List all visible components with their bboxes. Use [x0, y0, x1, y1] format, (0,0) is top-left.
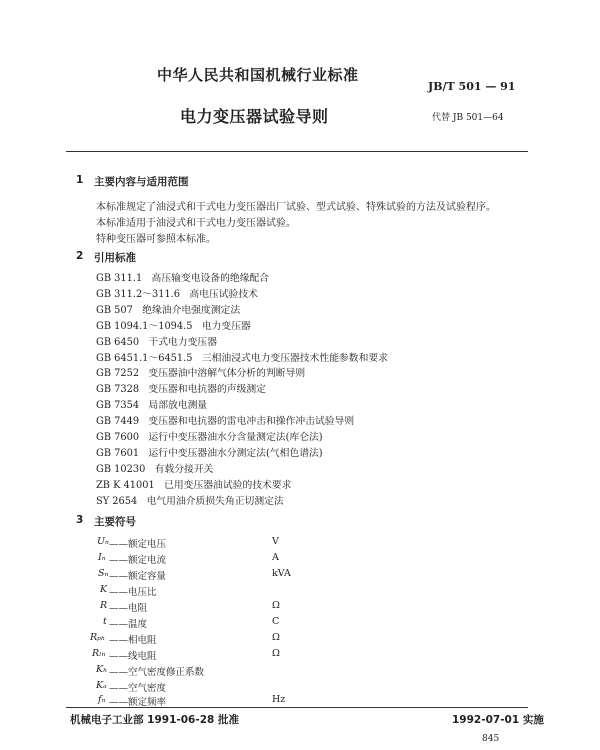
standard-ref-code: GB 6451.1～6451.5	[96, 352, 193, 364]
symbol: Iₙ	[98, 552, 106, 563]
standard-ref-name: 电力变压器	[201, 320, 251, 332]
standard-ref-code: GB 1094.1～1094.5	[96, 320, 193, 332]
referenced-standard	[96, 365, 305, 379]
standard-ref-name: 变压器和电抗器的雷电冲击和操作冲击试验导则	[148, 416, 355, 428]
standard-ref-code: GB 7601	[96, 447, 140, 459]
symbol-description: ——额定电流	[109, 555, 167, 566]
standard-ref-code: GB 7328	[96, 384, 140, 396]
referenced-standard	[96, 493, 284, 507]
section-number: 1	[76, 174, 84, 186]
symbol-unit: Ω	[272, 600, 280, 611]
section-number: 3	[76, 514, 84, 526]
document-title: 电力变压器试验导则	[180, 107, 329, 126]
symbol-unit: A	[272, 552, 279, 563]
standard-ref-name: 有载分接开关	[154, 463, 214, 475]
standard-ref-code: SY 2654	[96, 495, 138, 507]
page-number: 845	[482, 734, 500, 744]
referenced-standard	[96, 429, 323, 443]
referenced-standard	[96, 318, 251, 332]
referenced-standard	[96, 270, 269, 284]
industry-standard-heading: 中华人民共和国机械行业标准	[157, 66, 359, 84]
standard-ref-name: 运行中变压器油水分含量测定法(库仑法)	[148, 432, 323, 443]
paragraph: 本标准适用于油浸式和干式电力变压器试验。	[96, 218, 296, 229]
section-title: 主要内容与适用范围	[94, 176, 189, 188]
symbol-description: ——空气密度修正系数	[109, 667, 205, 678]
standard-ref-code: GB 6450	[96, 336, 140, 348]
standard-ref-name: 运行中变压器油水分测定法(气相色谱法)	[148, 447, 323, 459]
referenced-standard	[96, 477, 291, 491]
referenced-standard	[96, 381, 266, 395]
symbol-description: ——电压比	[109, 587, 157, 598]
standard-ref-name: 变压器和电抗器的声级测定	[148, 384, 266, 396]
referenced-standard	[96, 286, 258, 300]
symbol: Rₚₕ	[90, 632, 106, 643]
symbol-description: ——额定容量	[109, 571, 167, 582]
standard-ref-name: 电气用油介质损失角正切测定法	[146, 495, 284, 507]
referenced-standard	[96, 397, 207, 411]
standard-ref-name: 已用变压器油试验的技术要求	[164, 479, 292, 491]
header-divider	[66, 151, 528, 152]
symbol-description: ——电阻	[109, 603, 148, 614]
standard-ref-code: GB 507	[96, 304, 133, 316]
symbol-unit: kVA	[272, 568, 291, 579]
standard-ref-name: 局部放电测量	[148, 400, 208, 412]
paragraph: 特种变压器可参照本标准。	[96, 234, 216, 245]
referenced-standard	[96, 350, 388, 364]
standard-ref-name: 高压输变电设备的绝缘配合	[151, 273, 270, 284]
symbol: R	[100, 600, 108, 611]
effective-date: 1992-07-01 实施	[452, 714, 544, 726]
standard-ref-code: GB 10230	[96, 463, 146, 475]
symbol-description: ——额定电压	[109, 539, 167, 550]
standard-ref-code: ZB K 41001	[96, 479, 155, 491]
replaces-note: 代替 JB 501—64	[432, 113, 504, 123]
symbol-description: ——相电阻	[109, 635, 157, 646]
standard-ref-code: GB 7252	[96, 368, 140, 380]
section-title: 主要符号	[94, 516, 136, 528]
symbol-description: ——额定频率	[109, 697, 167, 708]
standard-ref-name: 三相油浸式电力变压器技术性能参数和要求	[201, 352, 388, 364]
referenced-standard	[96, 334, 217, 348]
symbol: Kₐ	[96, 680, 107, 691]
symbol-unit: Ω	[272, 632, 280, 643]
section-number: 2	[76, 250, 84, 262]
symbol-unit: C	[272, 616, 280, 627]
section-title: 引用标准	[94, 252, 136, 264]
standard-ref-code: GB 7449	[96, 416, 140, 428]
symbol-description: ——温度	[109, 619, 148, 630]
referenced-standard	[96, 461, 213, 475]
referenced-standard	[96, 413, 354, 427]
footer-divider	[66, 707, 528, 708]
referenced-standard	[96, 302, 240, 316]
paragraph: 本标准规定了油浸式和干式电力变压器出厂试验、型式试验、特殊试验的方法及试验程序。	[96, 202, 496, 213]
symbol: Sₙ	[98, 568, 109, 579]
standard-ref-name: 干式电力变压器	[148, 336, 217, 348]
standard-ref-name: 绝缘油介电强度测定法	[142, 304, 241, 316]
standard-ref-name: 高电压试验技术	[189, 288, 258, 300]
symbol: fₙ	[98, 694, 106, 705]
symbol-unit: Hz	[272, 694, 286, 705]
standard-code: JB/T 501 — 91	[428, 80, 516, 93]
symbol: Kₕ	[96, 664, 108, 675]
standard-ref-code: GB 311.1	[96, 273, 143, 284]
standard-ref-name: 变压器油中溶解气体分析的判断导则	[148, 368, 306, 380]
standard-ref-code: GB 7600	[96, 432, 140, 443]
symbol-description: ——空气密度	[109, 683, 167, 694]
approval-note: 机械电子工业部 1991-06-28 批准	[70, 714, 239, 726]
symbol: Uₙ	[97, 536, 109, 547]
standard-ref-code: GB 311.2～311.6	[96, 288, 181, 300]
symbol-unit: V	[272, 536, 279, 547]
symbol: t	[103, 616, 107, 627]
symbol-description: ——线电阻	[109, 651, 157, 662]
symbol: Rₗₙ	[92, 648, 106, 659]
symbol: K	[100, 584, 108, 595]
symbol-unit: Ω	[272, 648, 280, 659]
standard-ref-code: GB 7354	[96, 400, 140, 412]
referenced-standard	[96, 445, 323, 459]
